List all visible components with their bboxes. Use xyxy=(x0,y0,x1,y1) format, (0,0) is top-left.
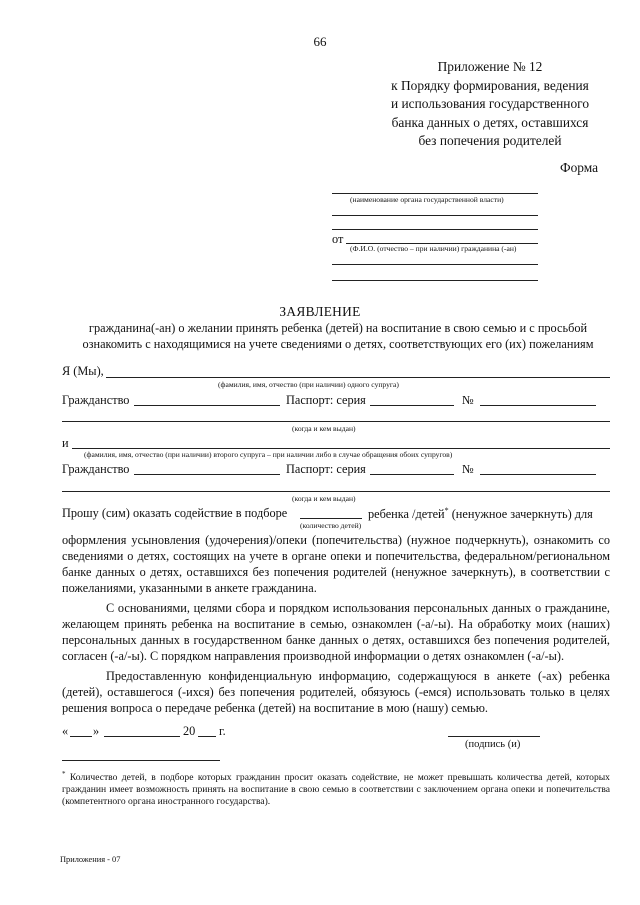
footnote xyxy=(62,768,610,808)
child-count-caption: (количество детей) xyxy=(300,521,362,530)
signature-caption: (подпись (и) xyxy=(465,739,521,750)
authority-line-3[interactable] xyxy=(332,229,538,230)
spouse1-name-caption: (фамилия, имя, отчество (при наличии) одного супруга) xyxy=(218,380,399,389)
date-day-field[interactable] xyxy=(70,736,92,737)
from-label: от xyxy=(332,232,344,246)
spouse2-passport-label: Паспорт: серия xyxy=(286,462,366,476)
authority-line[interactable] xyxy=(332,193,538,194)
appendix-line-1: Приложение № 12 xyxy=(437,59,543,74)
appendix-header xyxy=(365,58,615,151)
spouse1-issued-line[interactable] xyxy=(62,421,610,422)
date-close-quote: » xyxy=(93,724,100,738)
date-month-field[interactable] xyxy=(104,736,180,737)
footnote-text: Количество детей, в подборе которых гражданин просит оказать содействие, не может превышать количества детей, которых гражданин имеет возможность принять на воспитание в свою семью в соответствии с заключением органа опеки и попечительства (компетентного органа иностранного государства). xyxy=(62,772,610,808)
spouse1-passport-label: Паспорт: серия xyxy=(286,393,366,407)
date-year-suffix: г. xyxy=(219,724,226,738)
spouse2-number-label: № xyxy=(462,462,474,476)
page-number: 66 xyxy=(313,34,327,49)
date-open-quote: « xyxy=(62,724,69,738)
authority-line-2[interactable] xyxy=(332,215,538,216)
spouse2-passport-series-field[interactable] xyxy=(370,474,454,475)
spouse2-issued-line[interactable] xyxy=(62,491,610,492)
spouse1-label: Я (Мы), xyxy=(62,364,104,378)
appendix-line-5: без попечения родителей xyxy=(418,133,562,148)
date-year-prefix: 20 xyxy=(183,724,196,738)
spouse1-issued-caption: (когда и кем выдан) xyxy=(292,424,356,433)
child-count-field[interactable] xyxy=(300,518,362,519)
applicant-line-2[interactable] xyxy=(332,264,538,265)
authority-caption: (наименование органа государственной власти) xyxy=(350,195,504,204)
consent-text: С основаниями, целями сбора и порядком использования персональных данных о гражданине, желающем принять ребенка на воспитание в семью, ознакомлен (-а/-ы). На обработку моих (наших) персональных данных в государственном банке данных о детях, оставшихся без попечения родителей, согласен (-а/-ы). С порядком направления производной информации о детях ознакомлен (-а/-ы). xyxy=(62,601,610,663)
request-continuation: оформления усыновления (удочерения)/опеки (попечительства) (нужное подчеркнуть), ознакомить со сведениями о детях, состоящих на учете в органе опеки и попечительства, федеральном/региональном банке данных о детях, оставшихся без попечения родителей (ненужное зачеркнуть), в соответствии с пожеланиями, указанными в анкете гражданина. xyxy=(62,533,610,595)
confidentiality-paragraph xyxy=(62,668,610,716)
request-children xyxy=(368,506,593,522)
footnote-mark: * xyxy=(62,770,66,778)
spouse2-label: и xyxy=(62,436,69,450)
document-title: ЗАЯВЛЕНИЕ xyxy=(279,304,361,319)
spouse2-name-line[interactable] xyxy=(72,448,610,449)
spouse2-passport-number-field[interactable] xyxy=(480,474,596,475)
applicant-line-3[interactable] xyxy=(332,280,538,281)
spouse2-citizenship-label: Гражданство xyxy=(62,462,130,476)
spouse2-name-caption: (фамилия, имя, отчество (при наличии) второго супруга – при наличии либо в случае обращения обоих супругов) xyxy=(84,450,453,459)
appendix-line-2: к Порядку формирования, ведения xyxy=(391,77,589,93)
spouse1-number-label: № xyxy=(462,393,474,407)
spouse1-citizenship-label: Гражданство xyxy=(62,393,130,407)
request-middle: ребенка /детей xyxy=(368,507,445,522)
request-footnote-mark: * xyxy=(444,506,449,515)
request-end: (ненужное зачеркнуть) для xyxy=(451,507,593,522)
appendix-line-4: банка данных о детях, оставшихся xyxy=(391,114,589,130)
footnote-separator xyxy=(62,760,220,761)
form-label: Форма xyxy=(560,160,599,175)
date-year-field[interactable] xyxy=(198,736,216,737)
consent-paragraph xyxy=(62,600,610,664)
spouse1-name-line[interactable] xyxy=(106,377,610,378)
spouse1-citizenship-field[interactable] xyxy=(134,405,280,406)
spouse1-passport-series-field[interactable] xyxy=(370,405,454,406)
spouse2-citizenship-field[interactable] xyxy=(134,474,280,475)
request-start: Прошу (сим) оказать содействие в подборе xyxy=(62,506,288,520)
spouse1-passport-number-field[interactable] xyxy=(480,405,596,406)
signature-field[interactable] xyxy=(448,736,540,737)
document-subtitle: гражданина(-ан) о желании принять ребенка (детей) на воспитание в свою семью и с просьбой ознакомить с находящимися на учете сведениями о детях, соответствующих его (их) пожеланиям xyxy=(82,321,594,351)
footer-label: Приложения - 07 xyxy=(60,855,121,864)
appendix-line-3: и использования государственного xyxy=(390,96,590,111)
spouse2-issued-caption: (когда и кем выдан) xyxy=(292,494,356,503)
applicant-name-caption: (Ф.И.О. (отчество – при наличии) гражданина (-ан) xyxy=(350,244,517,253)
confidentiality-text: Предоставленную конфиденциальную информацию, содержащуюся в анкете (-ах) ребенка (детей), оставшегося (-ихся) без попечения родителей, обязуюсь (-емся) использовать только в целях решения вопроса о передаче ребенка (детей) на воспитание в мою (нашу) семью. xyxy=(62,669,610,715)
